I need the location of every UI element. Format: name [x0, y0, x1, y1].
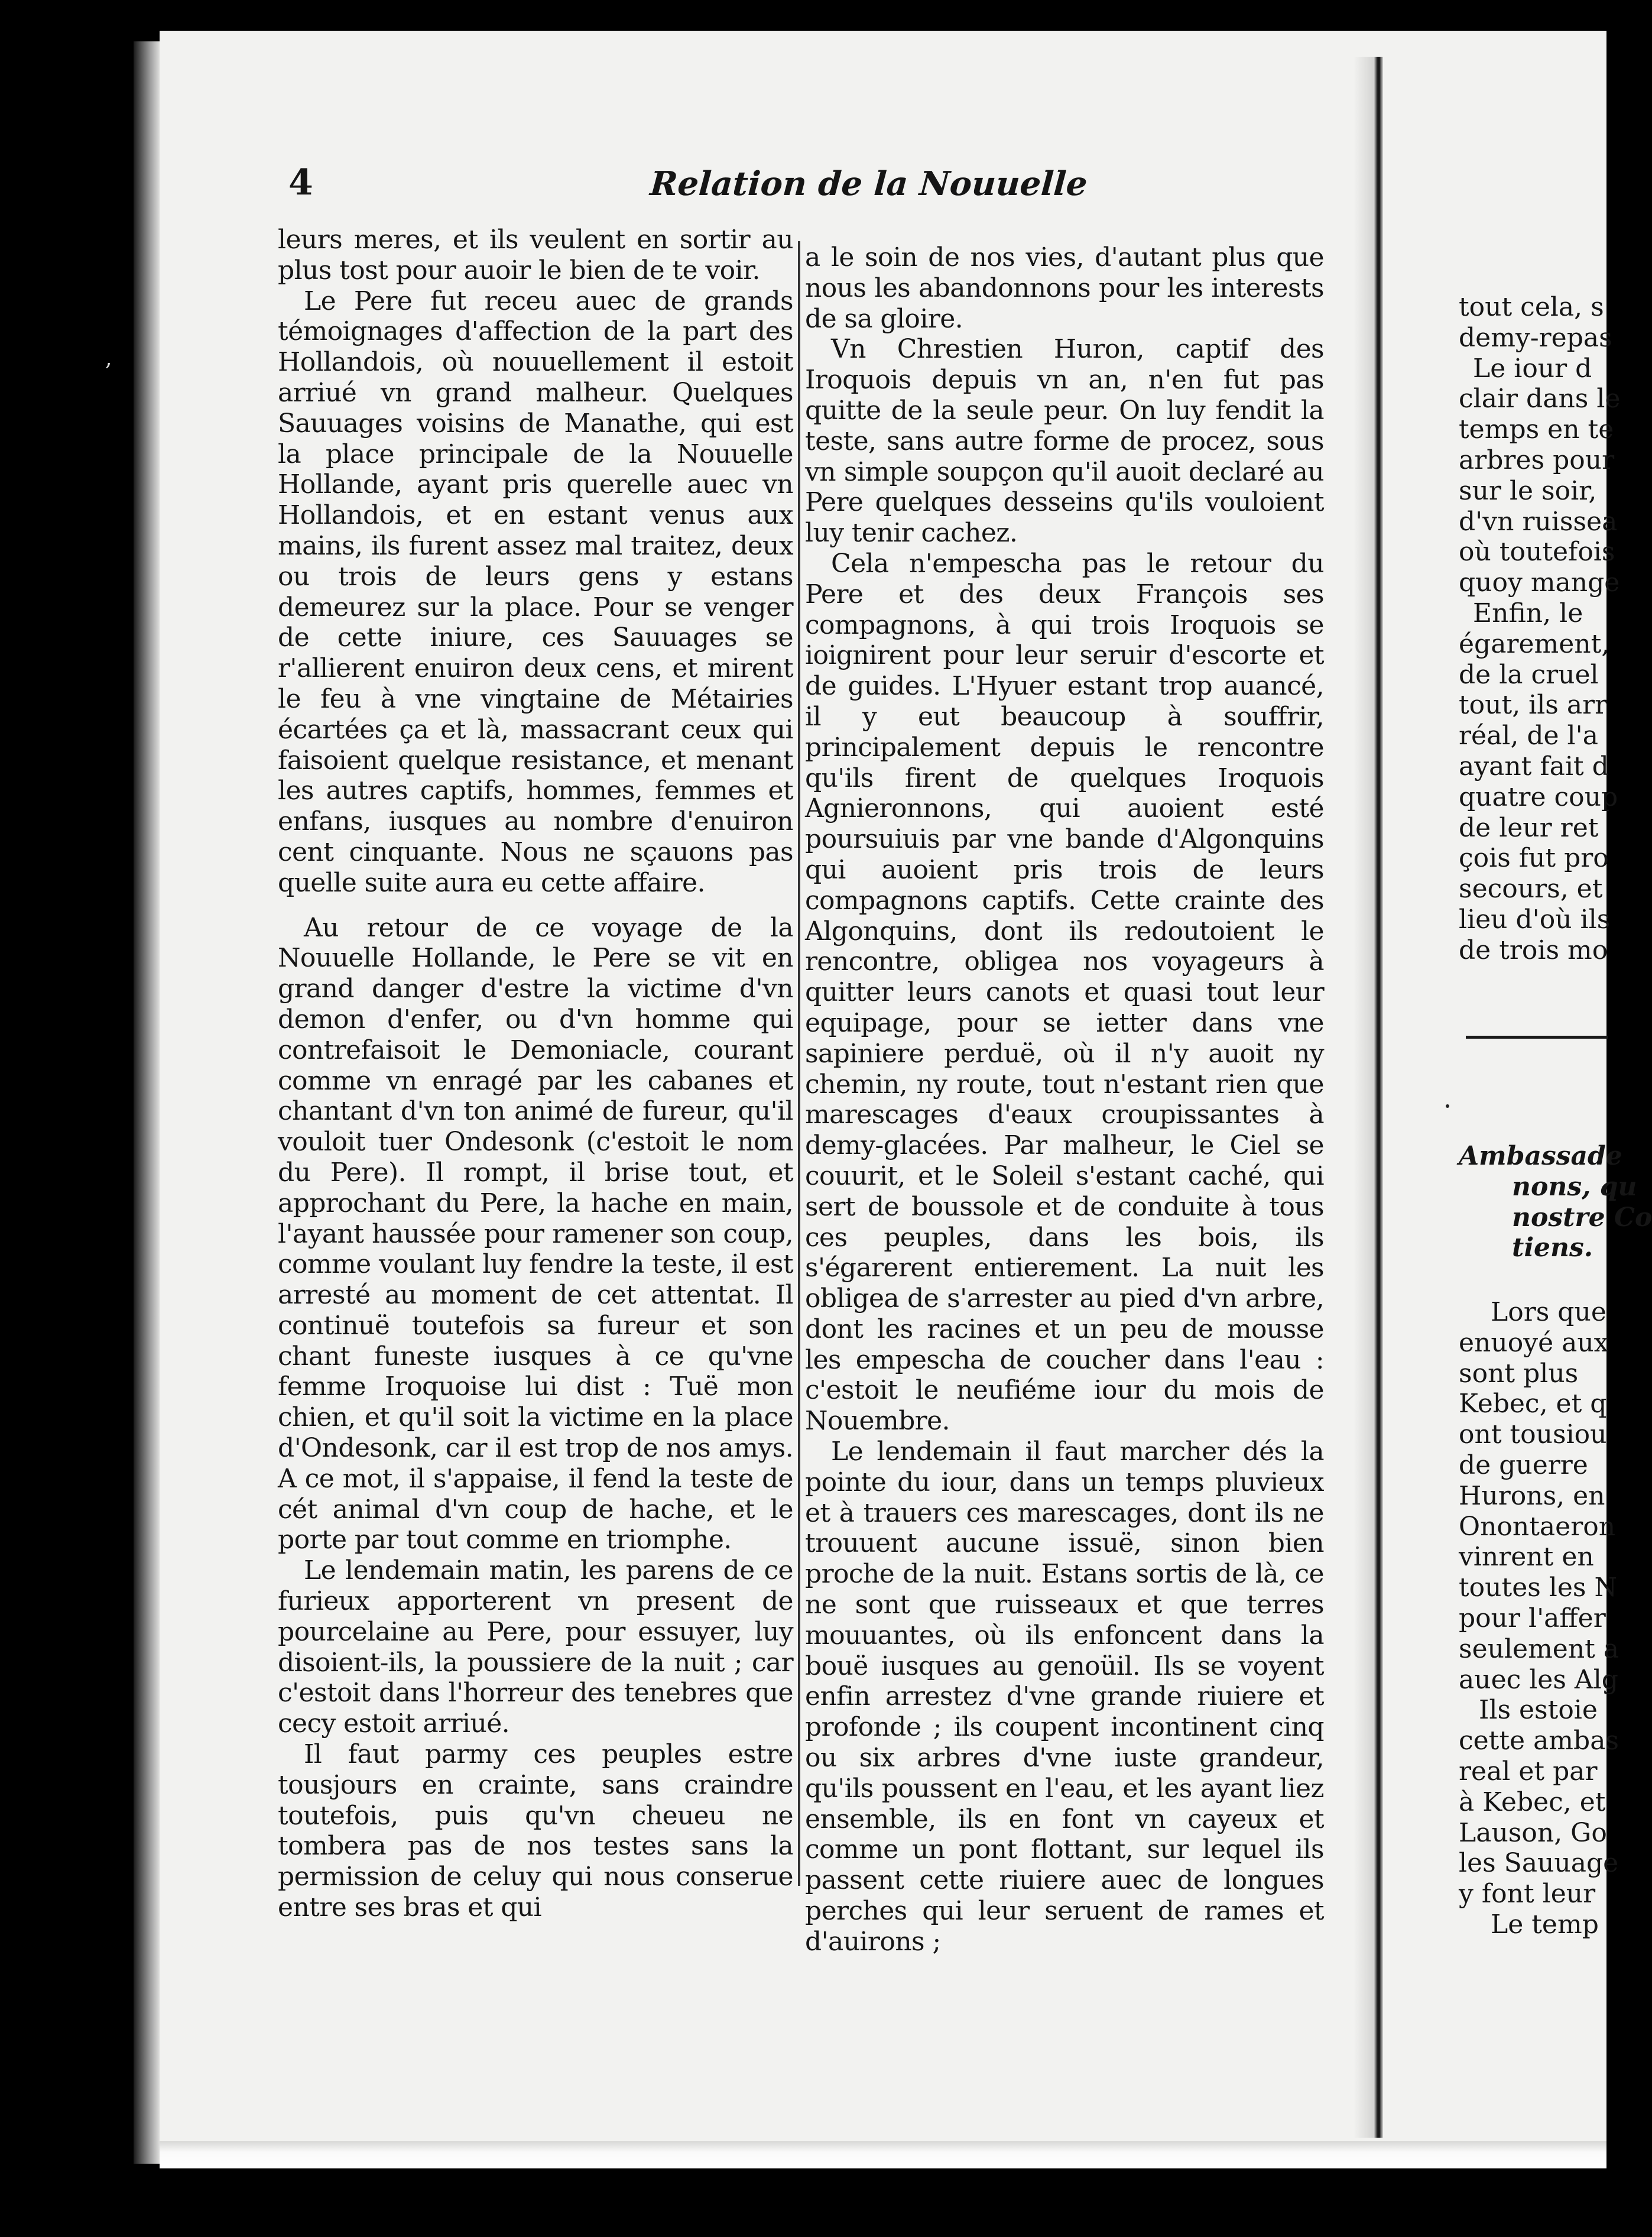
page-binding-shadow: [134, 41, 161, 2164]
text-line: de guerre: [1459, 1450, 1588, 1480]
text-line: vinrent en: [1459, 1542, 1594, 1573]
margin-mark: ,: [105, 346, 112, 371]
section-heading-line: Ambassade: [1459, 1141, 1622, 1171]
text-line: Kebec, et q: [1459, 1389, 1607, 1419]
section-heading-line: tiens.: [1512, 1233, 1593, 1263]
text-line: temps en te: [1459, 414, 1614, 445]
text-line: enuoyé aux: [1459, 1327, 1609, 1358]
facing-page-fragment: [1459, 292, 1652, 2137]
page-bottom-edge: [160, 2141, 1606, 2168]
paragraph: Au retour de ce voyage de la Nouuelle Hollande, le Pere se vit en grand danger d'estre la victime d'vn demon d'enfer, ou d'vn homme qui contrefaisoit le Demoniacle, courant comme vn enragé par les cabanes et chantant d'vn ton animé de fureur, qu'il vouloit tuer Ondesonk (c'estoit le nom du Pere). Il rompt, il brise tout, et approchant du Pere, la hache en main, l'ayant haussée pour ramener son coup, comme voulant luy fendre la teste, il est arresté au moment de cet attentat. Il continuë toutefois sa fureur et son chant funeste iusques à ce qu'vne femme Iroquoise lui dist : Tuë mon chien, et qu'il soit la victime en la place d'Ondesonk, car il est trop de nos amys. A ce mot, il s'appaise, il fend la teste de cét animal d'vn coup de hache, et le porte par tout comme en triomphe.: [278, 912, 793, 1555]
text-line: de trois mo: [1459, 935, 1608, 965]
text-line: tout, ils arr: [1459, 690, 1608, 721]
text-line: Hurons, en: [1459, 1480, 1605, 1511]
text-line: seulement a: [1459, 1633, 1619, 1664]
text-column-right: [805, 242, 1324, 1957]
text-line: y font leur: [1459, 1879, 1596, 1909]
paragraph: Cela n'empescha pas le retour du Pere et des deux François ses compagnons, à qui trois Iroquois se ioignirent pour leur seruir d'escorte et de guides. L'Hyuer estant trop auancé, il y eut beaucoup à souffrir, principalement depuis le rencontre qu'ils firent de quelques Iroquois Agnieronnons, qui auoient esté poursuiuis par vne bande d'Algonquins qui auoient pris trois de leurs compagnons captifs. Cette crainte des Algonquins, dont ils redoutoient le rencontre, obligea nos voyageurs à quitter leurs canots et quasi tout leur equipage, pour se ietter dans vne sapiniere perduë, où il n'y auoit ny chemin, ny route, tout n'estant rien que marescages d'eaux croupissantes à demy-glacées. Par malheur, le Ciel se couurit, et le Soleil s'estant caché, qui sert de boussole et de conduite à tous ces peuples, dans les bois, ils s'égarerent entierement. La nuit les obligea de s'arrester au pied d'vn arbre, dont les racines et un peu de mousse les empescha de coucher dans l'eau : c'estoit le neufiéme iour du mois de Nouembre.: [805, 548, 1324, 1437]
text-line: Lors que: [1491, 1297, 1606, 1327]
text-line: toutes les N: [1459, 1573, 1617, 1603]
text-line: réal, de l'a: [1459, 721, 1598, 751]
book-gutter: [1374, 57, 1383, 2138]
text-line: à Kebec, et: [1459, 1787, 1606, 1817]
text-line: Le temp: [1491, 1909, 1599, 1940]
text-line: secours, et: [1459, 874, 1603, 904]
paragraph: Il faut parmy ces peuples estre tousjours en crainte, sans craindre toutefois, puis qu'vn cheueu ne tombera pas de nos testes sans la permission de celuy qui nous conserue entre ses bras et qui: [278, 1739, 793, 1923]
text-line: Le iour d: [1473, 353, 1592, 384]
text-line: Onontaeron: [1459, 1511, 1616, 1542]
page-fold-shade: [1354, 57, 1374, 2138]
paragraph: a le soin de nos vies, d'autant plus que nous les abandonnons pour les interests de sa gloire.: [805, 242, 1324, 334]
text-line: arbres pour: [1459, 445, 1615, 475]
text-line: cette ambas: [1459, 1726, 1619, 1756]
text-line: pour l'affer: [1459, 1603, 1606, 1633]
section-heading-line: nons, qu: [1512, 1171, 1637, 1202]
text-line: Enfin, le: [1473, 598, 1583, 628]
text-column-left: [278, 225, 793, 1923]
page-number: 4: [288, 162, 313, 203]
text-line: de la cruel: [1459, 659, 1599, 690]
section-rule: [1466, 1036, 1608, 1039]
paragraph: leurs meres, et ils veulent en sortir au plus tost pour auoir le bien de te voir.: [278, 225, 793, 286]
text-line: où toutefois: [1459, 537, 1615, 568]
text-line: real et par: [1459, 1756, 1598, 1787]
section-heading-line: nostre Co: [1512, 1202, 1652, 1233]
text-line: d'vn ruissea: [1459, 506, 1618, 537]
text-line: quatre coup: [1459, 782, 1618, 812]
paragraph: Vn Chrestien Huron, captif des Iroquois depuis vn an, n'en fut pas quitte de la seule peur. On luy fendit la teste, sans autre forme de procez, sous vn simple soupçon qu'il auoit declaré au Pere quelques desseins qu'ils vouloient luy tenir cachez.: [805, 334, 1324, 549]
text-line: çois fut pro: [1459, 843, 1609, 874]
text-line: demy-repas: [1459, 322, 1612, 353]
text-line: lieu d'où ils: [1459, 904, 1611, 935]
text-line: Lauson, Go: [1459, 1817, 1607, 1848]
text-line: les Sauuage: [1459, 1848, 1619, 1879]
text-line: auec les Alg: [1459, 1664, 1618, 1695]
text-line: sur le soir,: [1459, 475, 1597, 506]
paragraph: Le lendemain il faut marcher dés la pointe du iour, dans un temps pluvieux et à trauers ces marescages, dont ils ne trouuent aucune issuë, sinon bien proche de la nuit. Estans sortis de là, ce ne sont que ruisseaux et que terres mouuantes, où ils enfoncent dans la bouë iusques au genoüil. Ils se voyent enfin arrestez d'vne grande riuiere et profonde ; ils coupent incontinent cinq ou six arbres d'vne iuste grandeur, qu'ils poussent en l'eau, et les ayant liez ensemble, ils en font vn cayeux et comme un pont flottant, sur lequel ils passent cette riuiere auec de longues perches qui leur seruent de rames et d'auirons ;: [805, 1437, 1324, 1957]
text-line: ayant fait d: [1459, 751, 1609, 782]
paragraph: Le Pere fut receu auec de grands témoignages d'affection de la part des Hollandois, où nouuellement il estoit arriué vn grand malheur. Quelques Sauuages voisins de Manathe, qui est la place principale de la Nouuelle Hollande, ayant pris querelle auec vn Hollandois, et en estant venus aux mains, ils furent assez mal traitez, deux ou trois de leurs gens y estans demeurez sur la place. Pour se venger de cette iniure, ces Sauuages se r'allierent enuiron deux cens, et mirent le feu à vne vingtaine de Métairies écartées ça et là, massacrant ceux qui faisoient quelque resistance, et menant les autres captifs, hommes, femmes et enfans, iusques au nombre d'enuiron cent cinquante. Nous ne sçauons pas quelle suite aura eu cette affaire.: [278, 286, 793, 898]
text-line: sont plus: [1459, 1358, 1579, 1389]
text-line: tout cela, s: [1459, 292, 1604, 322]
text-line: de leur ret: [1459, 812, 1599, 843]
text-line: ont tousiou: [1459, 1419, 1607, 1450]
paragraph: Le lendemain matin, les parens de ce furieux apporterent vn present de pourcelaine au Pere, pour essuyer, luy disoient-ils, la poussiere de la nuit ; car c'estoit dans l'horreur des tenebres que cecy estoit arriué.: [278, 1555, 793, 1739]
column-rule: [798, 241, 800, 1886]
text-line: Ils estoie: [1479, 1695, 1598, 1726]
running-head: [278, 158, 1289, 212]
ink-speck: [1446, 1104, 1449, 1108]
running-title: Relation de la Nouuelle: [648, 164, 1089, 203]
text-line: égarement,: [1459, 628, 1610, 659]
text-line: clair dans le: [1459, 384, 1621, 414]
text-line: quoy mange: [1459, 568, 1620, 598]
